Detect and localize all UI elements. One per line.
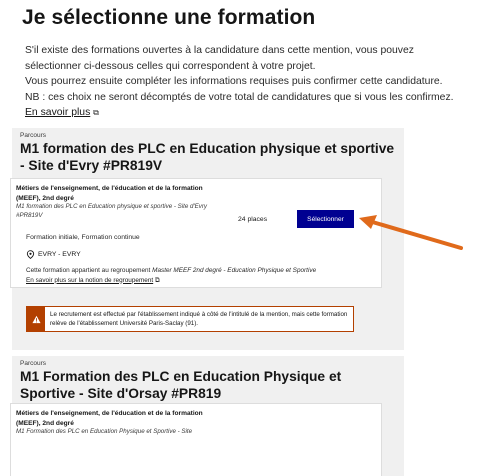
places-count: 24 places: [238, 216, 268, 223]
intro-line: NB : ces choix ne seront décomptés de votre total de candidatures que si vous les confirmez.: [25, 91, 454, 103]
intro-line: S'il existe des formations ouvertes à la candidature dans cette mention, vous pouvez: [25, 45, 414, 56]
location-pin-icon: [26, 250, 35, 259]
parcours-title: M1 Formation des PLC en Education Physique et Sportive - Site d'Orsay #PR819: [20, 369, 342, 401]
card-heading: Métiers de l'enseignement, de l'éducation et de la formation (MEEF), 2nd degré: [16, 410, 203, 427]
location-label: EVRY - EVRY: [38, 251, 81, 258]
learn-more-link[interactable]: En savoir plus: [25, 107, 91, 119]
warning-icon: [27, 307, 45, 331]
card-subtitle: M1 formation des PLC en Education physique et sportive - Site d'Evry #PR819V: [16, 203, 208, 219]
location: [26, 250, 81, 259]
alert-text: Le recrutement est effectué par l'établissement indiqué à côté de l'intitulé de la mention, mais cette formation relève de l'établissement Université Paris-Saclay (91).: [50, 311, 348, 328]
formation-type: Formation initiale, Formation continue: [26, 234, 140, 241]
annotation-arrow: [355, 213, 465, 253]
regroup-name: Master MEEF 2nd degré - Education Physique et Sportive: [152, 267, 317, 274]
page-title: Je sélectionne une formation: [22, 6, 316, 29]
card-heading: Métiers de l'enseignement, de l'éducation et de la formation (MEEF), 2nd degré: [16, 185, 203, 202]
select-button[interactable]: Sélectionner: [297, 210, 354, 228]
external-link-icon: ⧉: [93, 108, 99, 118]
parcours-tag: Parcours: [20, 360, 47, 367]
regroup-prefix: Cette formation appartient au regroupement: [26, 267, 153, 274]
intro-line: sélectionner ci-dessous celles qui correspondent à votre projet.: [25, 60, 316, 72]
intro-line: Vous pourrez ensuite compléter les informations requises puis confirmer cette candidature.: [25, 76, 443, 88]
card-subtitle: M1 Formation des PLC en Education Physique et Sportive - Site: [16, 428, 193, 435]
external-link-icon: ⧉: [154, 276, 160, 284]
intro-text: [25, 43, 465, 121]
alert-box: [26, 306, 354, 332]
regroup-link[interactable]: En savoir plus sur la notion de regroupement: [26, 276, 154, 284]
regroupement-text: [26, 266, 376, 285]
parcours-title: M1 formation des PLC en Education physique et sportive - Site d'Evry #PR819V: [20, 141, 395, 173]
parcours-tag: Parcours: [20, 132, 47, 139]
